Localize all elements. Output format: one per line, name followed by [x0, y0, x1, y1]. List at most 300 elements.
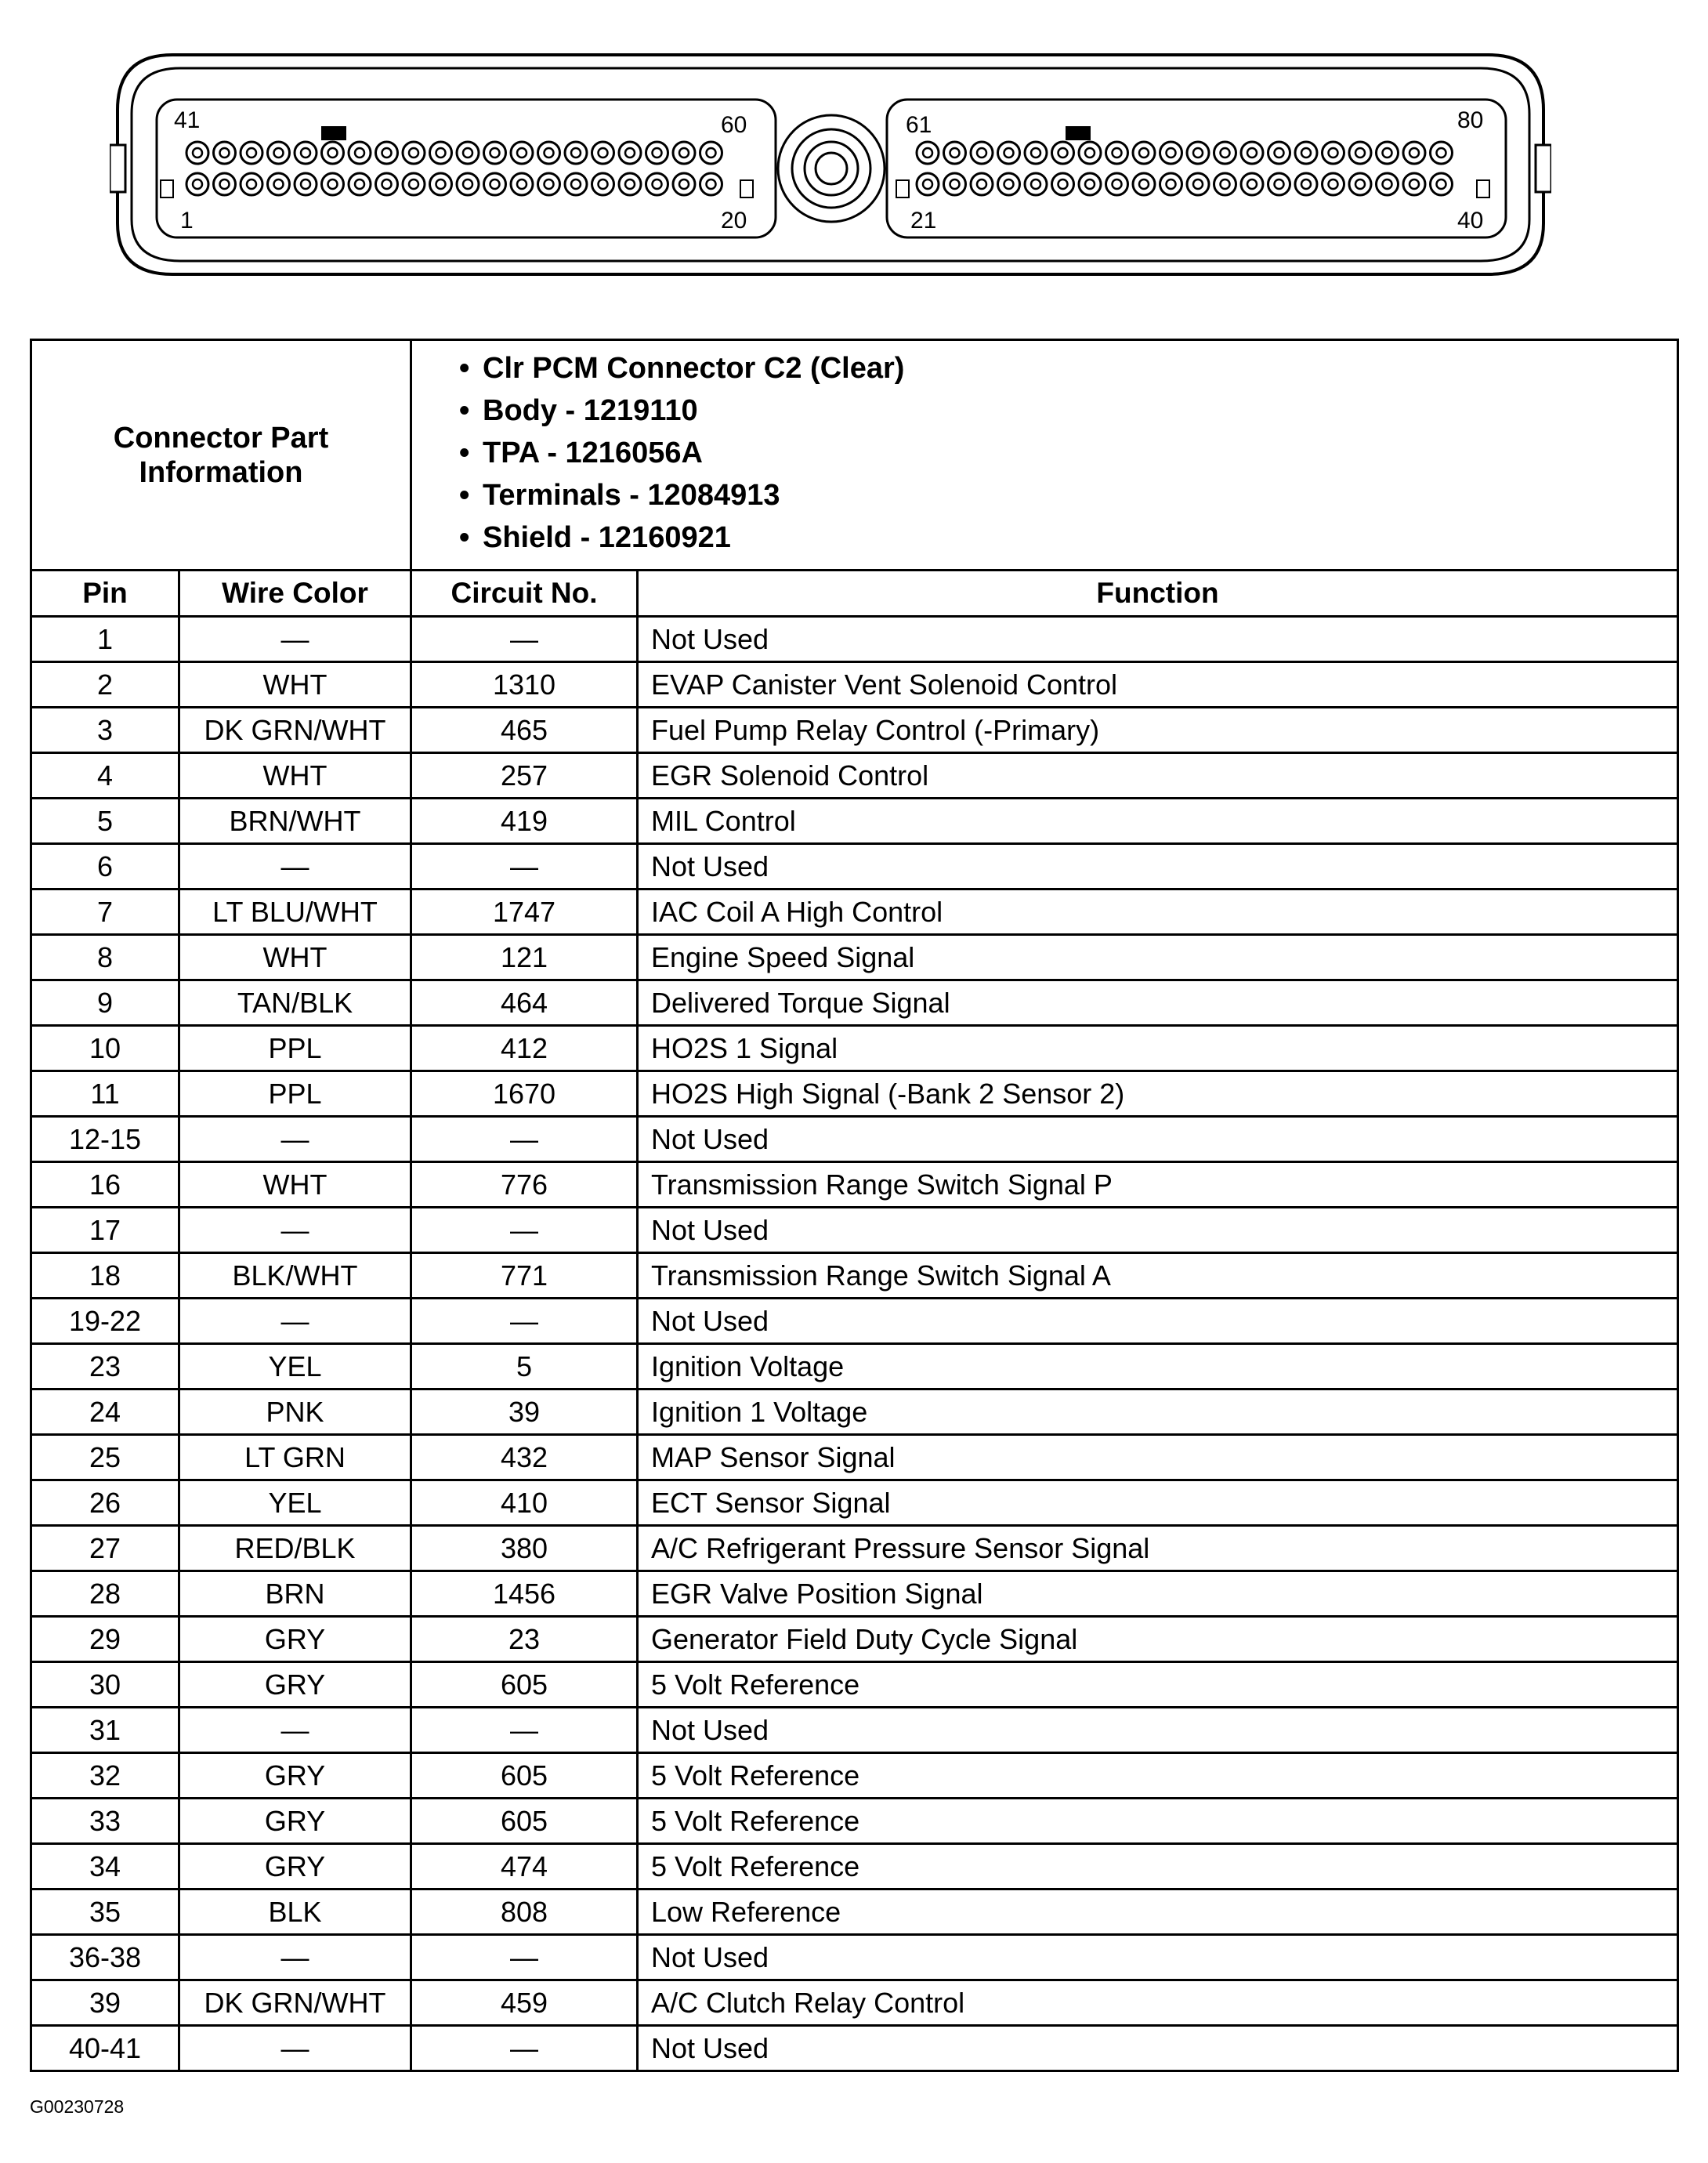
- pin-cavity: [457, 142, 479, 164]
- pin-label-21: 21: [910, 208, 937, 234]
- pin-cell: 5: [31, 799, 179, 844]
- left-cavity-notch-l: [161, 180, 173, 197]
- pin-terminal: [274, 179, 284, 189]
- table-row: [31, 1526, 1678, 1571]
- pin-terminal: [1167, 148, 1176, 158]
- function-cell: Not Used: [638, 1708, 1678, 1753]
- pin-cavity: [268, 142, 290, 164]
- pin-terminal: [707, 179, 716, 189]
- pin-cavity: [1241, 142, 1263, 164]
- pin-terminal: [220, 179, 230, 189]
- pin-terminal: [1329, 179, 1338, 189]
- table-row: [31, 1889, 1678, 1935]
- pin-cell: 16: [31, 1162, 179, 1208]
- right-key-tab: [1066, 126, 1091, 140]
- pin-cavity: [944, 173, 966, 195]
- pin-cavity: [1160, 142, 1182, 164]
- pin-terminal: [571, 179, 581, 189]
- pin-cavity: [214, 142, 236, 164]
- pin-label-41: 41: [174, 107, 201, 133]
- left-cavity: [157, 100, 776, 237]
- connector-housing-inner: [132, 68, 1529, 261]
- wire-color-cell: BRN: [179, 1571, 411, 1617]
- pin-cavity: [538, 142, 560, 164]
- pin-cell: 36-38: [31, 1935, 179, 1980]
- function-cell: HO2S 1 Signal: [638, 1026, 1678, 1071]
- wire-color-cell: WHT: [179, 662, 411, 708]
- pin-terminal: [1031, 148, 1040, 158]
- circuit-cell: 776: [411, 1162, 638, 1208]
- pin-cavity: [1079, 142, 1101, 164]
- pin-cavity: [1295, 142, 1317, 164]
- pin-cavity: [430, 173, 452, 195]
- table-row: [31, 617, 1678, 662]
- circuit-cell: 605: [411, 1662, 638, 1708]
- pin-cavity: [1079, 173, 1101, 195]
- connector-info-list: [411, 340, 1678, 571]
- pin-cell: 18: [31, 1253, 179, 1299]
- function-cell: 5 Volt Reference: [638, 1799, 1678, 1844]
- function-cell: A/C Clutch Relay Control: [638, 1980, 1678, 2026]
- pin-cavity: [349, 142, 371, 164]
- pin-cell: 24: [31, 1389, 179, 1435]
- pin-terminal: [436, 148, 446, 158]
- pin-cavity: [403, 173, 425, 195]
- right-cavity: [887, 100, 1506, 237]
- pin-terminal: [1437, 148, 1446, 158]
- function-cell: EGR Solenoid Control: [638, 753, 1678, 799]
- pin-cavity: [1349, 142, 1371, 164]
- left-pin-array: [186, 142, 722, 195]
- table-row: [31, 1208, 1678, 1253]
- wire-color-cell: LT GRN: [179, 1435, 411, 1480]
- circuit-cell: 1747: [411, 889, 638, 935]
- table-row: [31, 1753, 1678, 1799]
- pin-cavity: [403, 142, 425, 164]
- pin-terminal: [950, 148, 960, 158]
- pin-terminal: [1329, 148, 1338, 158]
- table-row: [31, 1162, 1678, 1208]
- pin-cavity: [998, 173, 1020, 195]
- table-row: [31, 1844, 1678, 1889]
- pin-cavity: [295, 173, 317, 195]
- pin-cavity: [1349, 173, 1371, 195]
- pin-terminal: [1085, 148, 1095, 158]
- pin-terminal: [1383, 179, 1392, 189]
- wire-color-cell: —: [179, 2026, 411, 2071]
- table-row: [31, 935, 1678, 980]
- pin-terminal: [382, 179, 392, 189]
- table-row: [31, 844, 1678, 889]
- pin-cavity: [619, 173, 641, 195]
- circuit-cell: 459: [411, 1980, 638, 2026]
- column-header-row: [31, 571, 1678, 617]
- function-cell: Ignition 1 Voltage: [638, 1389, 1678, 1435]
- table-row: [31, 1617, 1678, 1662]
- pin-terminal: [1193, 179, 1203, 189]
- pin-cell: 19-22: [31, 1299, 179, 1344]
- table-row: [31, 1435, 1678, 1480]
- connector-info-item: • Terminals - 12084913: [459, 474, 1677, 516]
- pin-cavity: [241, 173, 262, 195]
- pin-terminal: [599, 148, 608, 158]
- pin-cavity: [511, 173, 533, 195]
- function-cell: MAP Sensor Signal: [638, 1435, 1678, 1480]
- pin-cavity: [1241, 173, 1263, 195]
- pin-cell: 26: [31, 1480, 179, 1526]
- function-cell: 5 Volt Reference: [638, 1662, 1678, 1708]
- pin-terminal: [977, 179, 986, 189]
- pin-terminal: [571, 148, 581, 158]
- pin-terminal: [1113, 179, 1122, 189]
- pin-terminal: [490, 148, 500, 158]
- circuit-cell: 465: [411, 708, 638, 753]
- pin-cell: 10: [31, 1026, 179, 1071]
- pin-cavity: [430, 142, 452, 164]
- pin-cavity: [1268, 142, 1290, 164]
- pin-cell: 4: [31, 753, 179, 799]
- circuit-cell: 380: [411, 1526, 638, 1571]
- wire-color-cell: —: [179, 617, 411, 662]
- circuit-cell: —: [411, 1708, 638, 1753]
- pin-terminal: [1139, 179, 1149, 189]
- pin-cell: 39: [31, 1980, 179, 2026]
- function-cell: MIL Control: [638, 799, 1678, 844]
- pin-terminal: [599, 179, 608, 189]
- pin-terminal: [1409, 179, 1419, 189]
- function-cell: Transmission Range Switch Signal A: [638, 1253, 1678, 1299]
- pin-terminal: [1275, 179, 1284, 189]
- header-wire-color: Wire Color: [179, 571, 411, 617]
- pin-terminal: [220, 148, 230, 158]
- pin-cell: 40-41: [31, 2026, 179, 2071]
- wire-color-cell: —: [179, 844, 411, 889]
- function-cell: Transmission Range Switch Signal P: [638, 1162, 1678, 1208]
- table-row: [31, 1253, 1678, 1299]
- wire-color-cell: YEL: [179, 1344, 411, 1389]
- pin-terminal: [247, 179, 256, 189]
- left-cavity-notch-r: [740, 180, 753, 197]
- pin-terminal: [409, 179, 418, 189]
- pin-cell: 35: [31, 1889, 179, 1935]
- pin-cavity: [619, 142, 641, 164]
- table-row: [31, 1071, 1678, 1117]
- pin-terminal: [950, 179, 960, 189]
- table-row: [31, 1299, 1678, 1344]
- pin-label-40: 40: [1457, 208, 1484, 234]
- wire-color-cell: DK GRN/WHT: [179, 1980, 411, 2026]
- pin-terminal: [923, 179, 932, 189]
- circuit-cell: 808: [411, 1889, 638, 1935]
- pin-terminal: [1383, 148, 1392, 158]
- pin-terminal: [1113, 148, 1122, 158]
- circuit-cell: 605: [411, 1799, 638, 1844]
- table-row: [31, 1480, 1678, 1526]
- wire-color-cell: RED/BLK: [179, 1526, 411, 1571]
- pin-cavity: [1323, 173, 1344, 195]
- center-bolt-outer: [778, 115, 885, 222]
- pin-terminal: [463, 148, 472, 158]
- pin-terminal: [1221, 179, 1230, 189]
- pin-terminal: [409, 148, 418, 158]
- pin-cavity: [700, 142, 722, 164]
- wire-color-cell: GRY: [179, 1662, 411, 1708]
- circuit-cell: 412: [411, 1026, 638, 1071]
- pin-terminal: [193, 148, 202, 158]
- wire-color-cell: GRY: [179, 1844, 411, 1889]
- pin-cavity: [1431, 142, 1453, 164]
- circuit-cell: 474: [411, 1844, 638, 1889]
- function-cell: 5 Volt Reference: [638, 1844, 1678, 1889]
- pin-cavity: [592, 142, 614, 164]
- pin-terminal: [923, 148, 932, 158]
- table-row: [31, 1389, 1678, 1435]
- connector-info-item: • TPA - 1216056A: [459, 432, 1677, 474]
- pin-cavity: [565, 173, 587, 195]
- pin-terminal: [545, 148, 554, 158]
- pin-cavity: [214, 173, 236, 195]
- connector-info-items: [459, 347, 1677, 559]
- pin-cavity: [565, 142, 587, 164]
- function-cell: Not Used: [638, 1299, 1678, 1344]
- table-row: [31, 980, 1678, 1026]
- table-row: [31, 1799, 1678, 1844]
- center-bolt-inner: [805, 142, 858, 195]
- circuit-cell: 121: [411, 935, 638, 980]
- pin-terminal: [517, 148, 527, 158]
- table-row: [31, 1662, 1678, 1708]
- pin-cell: 12-15: [31, 1117, 179, 1162]
- pin-terminal: [1437, 179, 1446, 189]
- table-row: [31, 753, 1678, 799]
- pin-terminal: [545, 179, 554, 189]
- function-cell: Engine Speed Signal: [638, 935, 1678, 980]
- pin-cavity: [1214, 142, 1236, 164]
- circuit-cell: 257: [411, 753, 638, 799]
- pin-cavity: [1403, 173, 1425, 195]
- wire-color-cell: —: [179, 1935, 411, 1980]
- pin-cell: 25: [31, 1435, 179, 1480]
- table-row: [31, 2026, 1678, 2071]
- figure-code: G00230728: [30, 2096, 125, 2117]
- circuit-cell: 419: [411, 799, 638, 844]
- pin-cell: 32: [31, 1753, 179, 1799]
- circuit-cell: 410: [411, 1480, 638, 1526]
- pin-cavity: [1160, 173, 1182, 195]
- pin-terminal: [679, 148, 689, 158]
- wire-color-cell: YEL: [179, 1480, 411, 1526]
- table-row: [31, 799, 1678, 844]
- pin-cavity: [349, 173, 371, 195]
- pin-terminal: [1275, 148, 1284, 158]
- header-pin: Pin: [31, 571, 179, 617]
- wire-color-cell: —: [179, 1208, 411, 1253]
- pin-cell: 9: [31, 980, 179, 1026]
- wire-color-cell: GRY: [179, 1753, 411, 1799]
- pin-table-body: [31, 617, 1678, 2071]
- pin-cavity: [944, 142, 966, 164]
- pin-cavity: [1052, 142, 1074, 164]
- pin-terminal: [1301, 179, 1311, 189]
- pin-cavity: [1133, 173, 1155, 195]
- pin-label-20: 20: [721, 208, 747, 234]
- pin-terminal: [977, 148, 986, 158]
- table-row: [31, 1026, 1678, 1071]
- pin-cell: 2: [31, 662, 179, 708]
- pin-cell: 11: [31, 1071, 179, 1117]
- pin-cavity: [322, 173, 344, 195]
- right-cavity-notch-r: [1477, 180, 1489, 197]
- table-row: [31, 1344, 1678, 1389]
- pin-terminal: [1085, 179, 1095, 189]
- pin-cell: 6: [31, 844, 179, 889]
- circuit-cell: 1310: [411, 662, 638, 708]
- wire-color-cell: WHT: [179, 1162, 411, 1208]
- pin-cavity: [1377, 142, 1399, 164]
- pin-cavity: [1106, 173, 1128, 195]
- circuit-cell: 39: [411, 1389, 638, 1435]
- pin-terminal: [193, 179, 202, 189]
- circuit-cell: —: [411, 617, 638, 662]
- pin-cavity: [484, 142, 506, 164]
- pin-terminal: [301, 148, 310, 158]
- function-cell: Delivered Torque Signal: [638, 980, 1678, 1026]
- pin-cavity: [1431, 173, 1453, 195]
- wire-color-cell: PPL: [179, 1071, 411, 1117]
- table-row: [31, 1935, 1678, 1980]
- pin-terminal: [436, 179, 446, 189]
- circuit-cell: 5: [411, 1344, 638, 1389]
- wire-color-cell: WHT: [179, 753, 411, 799]
- wire-color-cell: —: [179, 1708, 411, 1753]
- pin-terminal: [1355, 148, 1365, 158]
- pin-cavity: [971, 173, 993, 195]
- wire-color-cell: GRY: [179, 1799, 411, 1844]
- pin-cavity: [457, 173, 479, 195]
- pin-terminal: [1301, 148, 1311, 158]
- function-cell: Not Used: [638, 617, 1678, 662]
- pin-terminal: [1058, 148, 1068, 158]
- function-cell: Fuel Pump Relay Control (-Primary): [638, 708, 1678, 753]
- table-row: [31, 1571, 1678, 1617]
- right-latch: [1536, 145, 1551, 192]
- circuit-cell: 1670: [411, 1071, 638, 1117]
- pin-cavity: [646, 173, 668, 195]
- pin-cell: 23: [31, 1344, 179, 1389]
- pin-terminal: [1355, 179, 1365, 189]
- pin-terminal: [1058, 179, 1068, 189]
- connector-info-row: [31, 340, 1678, 571]
- pin-cell: 28: [31, 1571, 179, 1617]
- function-cell: Ignition Voltage: [638, 1344, 1678, 1389]
- pin-cavity: [376, 142, 398, 164]
- function-cell: ECT Sensor Signal: [638, 1480, 1678, 1526]
- pin-cavity: [700, 173, 722, 195]
- pin-cavity: [1403, 142, 1425, 164]
- function-cell: Not Used: [638, 1208, 1678, 1253]
- circuit-cell: 605: [411, 1753, 638, 1799]
- pin-terminal: [1167, 179, 1176, 189]
- table-row: [31, 708, 1678, 753]
- pin-cell: 31: [31, 1708, 179, 1753]
- function-cell: Low Reference: [638, 1889, 1678, 1935]
- circuit-cell: 432: [411, 1435, 638, 1480]
- wire-color-cell: TAN/BLK: [179, 980, 411, 1026]
- pin-terminal: [301, 179, 310, 189]
- pin-cell: 29: [31, 1617, 179, 1662]
- pin-cavity: [998, 142, 1020, 164]
- pin-cavity: [1323, 142, 1344, 164]
- pin-terminal: [1004, 179, 1014, 189]
- pin-cavity: [1187, 173, 1209, 195]
- pin-table: [30, 339, 1679, 2072]
- function-cell: Not Used: [638, 844, 1678, 889]
- wire-color-cell: PPL: [179, 1026, 411, 1071]
- circuit-cell: 1456: [411, 1571, 638, 1617]
- connector-info-item: • Shield - 12160921: [459, 516, 1677, 559]
- pin-cavity: [1268, 173, 1290, 195]
- pin-cavity: [241, 142, 262, 164]
- wire-color-cell: GRY: [179, 1617, 411, 1662]
- connector-info-label: [31, 340, 411, 571]
- pin-terminal: [653, 179, 662, 189]
- pin-terminal: [679, 179, 689, 189]
- left-latch: [110, 145, 125, 192]
- pin-cavity: [186, 142, 208, 164]
- function-cell: IAC Coil A High Control: [638, 889, 1678, 935]
- pin-cavity: [1295, 173, 1317, 195]
- pin-terminal: [382, 148, 392, 158]
- function-cell: Not Used: [638, 2026, 1678, 2071]
- pin-cavity: [322, 142, 344, 164]
- pin-label-80: 80: [1457, 107, 1484, 133]
- pin-cell: 30: [31, 1662, 179, 1708]
- pin-terminal: [625, 179, 635, 189]
- pin-cavity: [971, 142, 993, 164]
- pin-terminal: [1247, 148, 1257, 158]
- pin-cell: 33: [31, 1799, 179, 1844]
- pin-terminal: [247, 148, 256, 158]
- pin-terminal: [1409, 148, 1419, 158]
- pin-terminal: [1031, 179, 1040, 189]
- pin-terminal: [328, 179, 338, 189]
- pin-cavity: [1214, 173, 1236, 195]
- pin-terminal: [355, 179, 364, 189]
- wire-color-cell: PNK: [179, 1389, 411, 1435]
- function-cell: EVAP Canister Vent Solenoid Control: [638, 662, 1678, 708]
- function-cell: 5 Volt Reference: [638, 1753, 1678, 1799]
- wire-color-cell: BLK: [179, 1889, 411, 1935]
- right-pin-array: [917, 142, 1453, 195]
- wire-color-cell: WHT: [179, 935, 411, 980]
- table-row: [31, 1117, 1678, 1162]
- circuit-cell: —: [411, 1935, 638, 1980]
- pin-terminal: [1247, 179, 1257, 189]
- circuit-cell: —: [411, 844, 638, 889]
- pin-terminal: [463, 179, 472, 189]
- connector-info-item: • Body - 1219110: [459, 389, 1677, 432]
- pin-cell: 3: [31, 708, 179, 753]
- pin-cavity: [268, 173, 290, 195]
- pin-terminal: [490, 179, 500, 189]
- wire-color-cell: —: [179, 1299, 411, 1344]
- pin-cavity: [1377, 173, 1399, 195]
- pin-terminal: [653, 148, 662, 158]
- circuit-cell: —: [411, 1117, 638, 1162]
- pin-terminal: [707, 148, 716, 158]
- pin-cell: 1: [31, 617, 179, 662]
- pin-cavity: [673, 173, 695, 195]
